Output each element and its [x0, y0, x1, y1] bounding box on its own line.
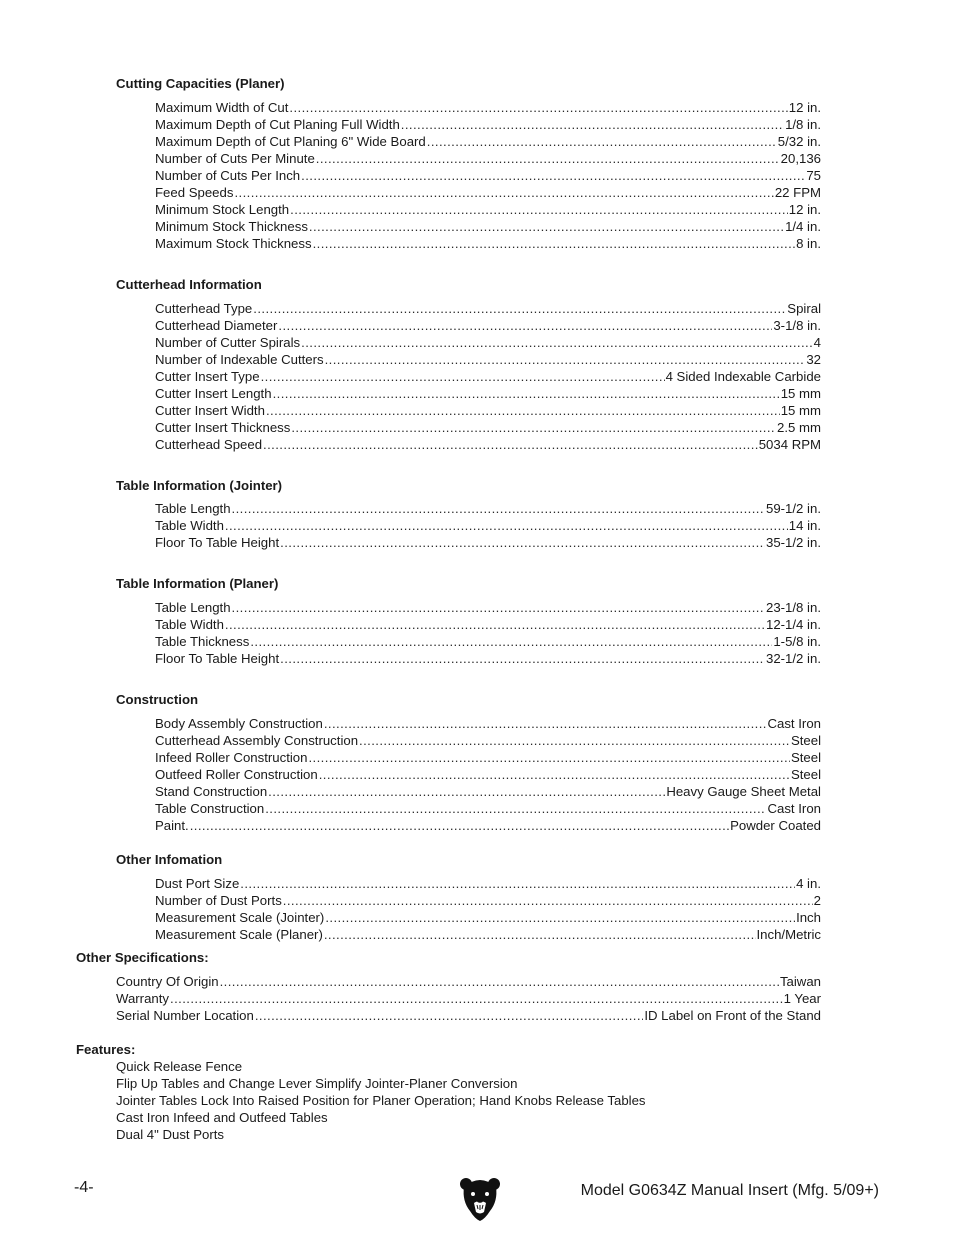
- leader-dots: [240, 875, 795, 892]
- leader-dots: [301, 167, 805, 184]
- spec-value: 1/4 in.: [785, 219, 821, 234]
- leader-dots: [291, 419, 776, 436]
- spec-label: Table Length: [155, 600, 231, 615]
- bear-head-icon: [458, 1175, 502, 1223]
- spec-row: [155, 783, 821, 800]
- spec-label: Country Of Origin: [116, 974, 219, 989]
- spec-row: [155, 715, 821, 732]
- leader-dots: [313, 235, 795, 252]
- spec-row: [155, 633, 821, 650]
- leader-dots: [268, 783, 665, 800]
- spec-label: Number of Indexable Cutters: [155, 352, 324, 367]
- spec-row: [155, 800, 821, 817]
- leader-dots: [308, 749, 789, 766]
- section-title-table-planer: Table Information (Planer): [116, 576, 279, 591]
- spec-row: [155, 402, 821, 419]
- spec-row: [116, 973, 821, 990]
- spec-value: 15 mm: [780, 386, 821, 401]
- spec-row: [155, 300, 821, 317]
- spec-label: Minimum Stock Thickness: [155, 219, 308, 234]
- spec-label: Maximum Depth of Cut Planing 6" Wide Board: [155, 134, 426, 149]
- spec-value: 22 FPM: [774, 185, 821, 200]
- spec-row: [155, 184, 821, 201]
- spec-row: [155, 517, 821, 534]
- spec-row: [155, 167, 821, 184]
- spec-value: 14 in.: [788, 518, 821, 533]
- spec-value: 4 Sided Indexable Carbide: [665, 369, 821, 384]
- spec-row: [155, 368, 821, 385]
- spec-value: 1 Year: [783, 991, 821, 1006]
- leader-dots: [325, 351, 806, 368]
- spec-row: [155, 218, 821, 235]
- spec-label: Maximum Depth of Cut Planing Full Width: [155, 117, 400, 132]
- spec-value: 3-1/8 in.: [773, 318, 821, 333]
- feature-item: Flip Up Tables and Change Lever Simplify Jointer-Planer Conversion: [116, 1076, 518, 1091]
- model-footer-text: Model G0634Z Manual Insert (Mfg. 5/09+): [580, 1182, 879, 1199]
- leader-dots: [232, 500, 765, 517]
- spec-value: 32: [806, 352, 821, 367]
- spec-value: Steel: [790, 733, 821, 748]
- spec-value: 4 in.: [796, 876, 821, 891]
- leader-dots: [261, 368, 665, 385]
- spec-row: [155, 766, 821, 783]
- spec-label: Infeed Roller Construction: [155, 750, 308, 765]
- spec-label: Cutterhead Diameter: [155, 318, 278, 333]
- leader-dots: [290, 201, 788, 218]
- spec-label: Table Thickness: [155, 634, 250, 649]
- spec-row: [155, 892, 821, 909]
- section-title-table-jointer: Table Information (Jointer): [116, 478, 283, 493]
- spec-value: 8 in.: [796, 236, 821, 251]
- leader-dots: [225, 616, 765, 633]
- spec-label: Cutter Insert Width: [155, 403, 265, 418]
- spec-label: Serial Number Location: [116, 1008, 254, 1023]
- spec-row: [155, 116, 821, 133]
- spec-row: [155, 150, 821, 167]
- spec-value: 75: [806, 168, 821, 183]
- spec-label: Table Construction: [155, 801, 265, 816]
- leader-dots: [278, 317, 772, 334]
- spec-label: Number of Cuts Per Inch: [155, 168, 301, 183]
- leader-dots: [263, 436, 758, 453]
- spec-value: 1/8 in.: [785, 117, 821, 132]
- leader-dots: [324, 926, 756, 943]
- leader-dots: [190, 817, 729, 834]
- leader-dots: [170, 990, 783, 1007]
- leader-dots: [265, 800, 766, 817]
- spec-row: [155, 334, 821, 351]
- spec-label: Table Width: [155, 518, 224, 533]
- spec-row: [155, 201, 821, 218]
- leader-dots: [283, 892, 813, 909]
- spec-value: 1-5/8 in.: [773, 634, 821, 649]
- spec-label: Number of Cuts Per Minute: [155, 151, 315, 166]
- spec-row: [155, 909, 821, 926]
- spec-row: [155, 317, 821, 334]
- spec-label: Paint.: [155, 818, 189, 833]
- spec-row: [155, 616, 821, 633]
- spec-label: Floor To Table Height: [155, 651, 280, 666]
- spec-label: Outfeed Roller Construction: [155, 767, 318, 782]
- spec-value: 5/32 in.: [777, 134, 821, 149]
- spec-value: 2: [813, 893, 821, 908]
- features-title: Features:: [76, 1042, 136, 1057]
- spec-value: 5034 RPM: [758, 437, 821, 452]
- spec-row: [155, 500, 821, 517]
- spec-row: [155, 599, 821, 616]
- leader-dots: [253, 300, 786, 317]
- spec-value: 59-1/2 in.: [766, 501, 821, 516]
- spec-row: [155, 419, 821, 436]
- leader-dots: [232, 599, 765, 616]
- spec-value: 4: [813, 335, 821, 350]
- spec-label: Table Length: [155, 501, 231, 516]
- spec-label: Cutter Insert Length: [155, 386, 272, 401]
- spec-value: Heavy Gauge Sheet Metal: [666, 784, 821, 799]
- spec-value: Inch: [796, 910, 821, 925]
- spec-row: [155, 436, 821, 453]
- spec-label: Number of Dust Ports: [155, 893, 282, 908]
- spec-label: Maximum Stock Thickness: [155, 236, 312, 251]
- leader-dots: [289, 99, 787, 116]
- leader-dots: [266, 402, 780, 419]
- spec-value: Powder Coated: [730, 818, 821, 833]
- leader-dots: [280, 534, 765, 551]
- spec-value: 12-1/4 in.: [766, 617, 821, 632]
- spec-value: Spiral: [787, 301, 821, 316]
- leader-dots: [427, 133, 777, 150]
- page-number: -4-: [74, 1179, 94, 1196]
- section-title-cutting-capacities: Cutting Capacities (Planer): [116, 76, 285, 91]
- feature-item: Quick Release Fence: [116, 1059, 243, 1074]
- spec-row: [116, 990, 821, 1007]
- section-title-cutterhead: Cutterhead Information: [116, 277, 262, 292]
- spec-value: Inch/Metric: [756, 927, 821, 942]
- spec-label: Cutterhead Speed: [155, 437, 263, 452]
- leader-dots: [401, 116, 784, 133]
- leader-dots: [255, 1007, 644, 1024]
- spec-row: [155, 749, 821, 766]
- spec-row: [155, 99, 821, 116]
- spec-value: 32-1/2 in.: [766, 651, 821, 666]
- spec-value: ID Label on Front of the Stand: [644, 1008, 821, 1023]
- spec-row: [155, 875, 821, 892]
- leader-dots: [319, 766, 790, 783]
- leader-dots: [301, 334, 813, 351]
- spec-label: Table Width: [155, 617, 224, 632]
- leader-dots: [234, 184, 773, 201]
- spec-row: [155, 926, 821, 943]
- leader-dots: [225, 517, 788, 534]
- spec-label: Maximum Width of Cut: [155, 100, 289, 115]
- leader-dots: [359, 732, 790, 749]
- spec-label: Dust Port Size: [155, 876, 240, 891]
- leader-dots: [250, 633, 772, 650]
- spec-label: Measurement Scale (Planer): [155, 927, 323, 942]
- spec-row: [155, 351, 821, 368]
- spec-row: [155, 817, 821, 834]
- spec-value: 15 mm: [780, 403, 821, 418]
- other-specifications-title: Other Specifications:: [76, 950, 209, 965]
- spec-value: Steel: [790, 750, 821, 765]
- spec-row: [155, 534, 821, 551]
- spec-label: Cutterhead Assembly Construction: [155, 733, 359, 748]
- spec-value: Cast Iron: [767, 801, 821, 816]
- spec-row: [155, 732, 821, 749]
- spec-row: [155, 650, 821, 667]
- leader-dots: [220, 973, 779, 990]
- feature-item: Cast Iron Infeed and Outfeed Tables: [116, 1110, 328, 1125]
- spec-label: Measurement Scale (Jointer): [155, 910, 325, 925]
- spec-label: Floor To Table Height: [155, 535, 280, 550]
- spec-row: [155, 133, 821, 150]
- spec-label: Cutter Insert Thickness: [155, 420, 291, 435]
- leader-dots: [325, 909, 795, 926]
- leader-dots: [273, 385, 780, 402]
- spec-label: Cutterhead Type: [155, 301, 253, 316]
- spec-value: Taiwan: [779, 974, 821, 989]
- spec-value: 2.5 mm: [777, 420, 821, 435]
- leader-dots: [316, 150, 780, 167]
- spec-label: Stand Construction: [155, 784, 268, 799]
- leader-dots: [324, 715, 767, 732]
- section-title-construction: Construction: [116, 692, 199, 707]
- spec-label: Cutter Insert Type: [155, 369, 260, 384]
- section-title-other-information: Other Infomation: [116, 852, 223, 867]
- spec-value: 20,136: [780, 151, 821, 166]
- spec-value: Cast Iron: [767, 716, 821, 731]
- spec-label: Number of Cutter Spirals: [155, 335, 301, 350]
- feature-item: Dual 4" Dust Ports: [116, 1127, 225, 1142]
- spec-label: Feed Speeds: [155, 185, 234, 200]
- spec-value: 12 in.: [788, 202, 821, 217]
- spec-value: Steel: [790, 767, 821, 782]
- spec-row: [116, 1007, 821, 1024]
- spec-value: 35-1/2 in.: [766, 535, 821, 550]
- spec-label: Warranty: [116, 991, 170, 1006]
- spec-value: 23-1/8 in.: [766, 600, 821, 615]
- spec-label: Body Assembly Construction: [155, 716, 323, 731]
- spec-row: [155, 235, 821, 252]
- leader-dots: [280, 650, 765, 667]
- feature-item: Jointer Tables Lock Into Raised Position for Planer Operation; Hand Knobs Release Tables: [116, 1093, 646, 1108]
- spec-value: 12 in.: [788, 100, 821, 115]
- leader-dots: [309, 218, 784, 235]
- spec-label: Minimum Stock Length: [155, 202, 290, 217]
- spec-row: [155, 385, 821, 402]
